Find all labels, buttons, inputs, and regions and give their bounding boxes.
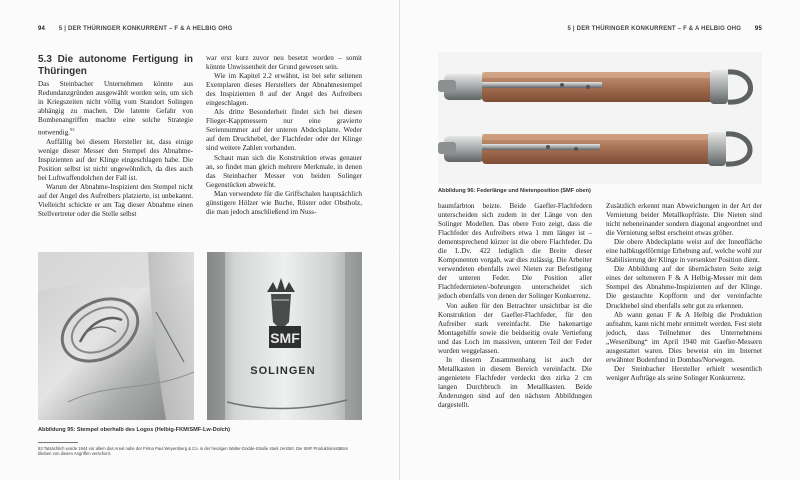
section-heading: 5.3 Die autonome Fertigung in Thüringen — [38, 54, 193, 77]
figure-95-caption: Abbildung 95: Stempel oberhalb des Logos (Helbig-FKM/SMF-Lw-Dolch) — [38, 427, 231, 433]
right-page — [400, 0, 800, 480]
right-running-header — [568, 26, 762, 32]
blade-stamp-illustration — [38, 252, 194, 420]
footnote-rule — [38, 442, 78, 443]
paragraph: Warum der Abnahme-Inspizient den Stempel nicht auf der Angel des Aufreibers platzierte, ist unbekannt. Vielleicht schickte er am Tag dieser Abnahme einen Stellvertreter oder die Stelle selbst — [38, 182, 193, 219]
paragraph: Schaut man sich die Konstruktion etwas genauer an, so findet man gleich mehrere Merkmale, in denen das Steinbacher Messer von beiden Solinger Gegenstücken abweicht. — [206, 153, 362, 189]
right-column-2 — [606, 202, 762, 383]
knives-illustration — [438, 52, 762, 184]
paragraph: Ab wann genau F & A Helbig die Produktion aufnahm, kann nicht mehr ermittelt werden. Fest steht jedoch, dass Teilnehmer des Unternehmens „Weserübung“ im April 1940 mit Gaefler-Messern ausgestattet waren. Dies beweist ein im Internet erwähnter Bodenfund in Dombas/Norwegen. — [606, 310, 762, 364]
footnote: 93 Tatsächlich wurde 1944 vor allem das Areal nahe der Firma Paul Weyersberg & Co. in der heutigen Walter-Dodde-Straße stark zerstört. Die SMF Produktionsstätten blieben von diesen Angriffen verschont. — [38, 446, 349, 457]
left-running-header — [38, 26, 232, 32]
footnote-marker: 93 — [69, 127, 75, 133]
paragraph: Zusätzlich erkennt man Abweichungen in der Art der Vernietung beider Metallkopfräste. Die Nieten sind nicht nebeneinander sondern diagonal angeordnet und die Vernietung selbst erscheint etwas gröber. — [606, 202, 762, 238]
left-column-2 — [206, 54, 362, 217]
stamp-text-solingen: SOLINGEN — [250, 365, 316, 377]
left-page-number: 94 — [38, 26, 46, 32]
right-header-title: 5 | DER THÜRINGER KONKURRENT – F & A HELBIG OHG — [567, 26, 742, 32]
left-column-1 — [38, 54, 193, 219]
figure-96-caption: Abbildung 96: Federlänge und Nietenposition (SMF oben) — [438, 188, 591, 194]
paragraph: Als dritte Besonderheit findet sich bei diesen Flieger-Kappmessern nur eine gravierte Seriennummer auf der unteren Abdeckplatte. Weder auf dem Druckhebel, der Flachfeder oder der Klinge sind weitere Zahlen vorhanden. — [206, 108, 362, 153]
right-column-1 — [438, 202, 592, 410]
paragraph: baumfarbton beizte. Beide Gaefler-Flachfedern unterscheiden sich zudem in der Länge von den Solinger Modellen. Das obere Foto zeigt, dass die Flachfeder des Aufreibers etwa 1 mm länger ist – dementsprechend kürzer ist die obere Flachfeder. Da die L.Dv. 422 lediglich die Breite dieser Komponenten vorgab, war dies zulässig. Die Arbeiter verwendeten ebenfalls zwei Nieten zur Befestigung der unteren Feder. Die Position aller Flachfedernieten/-bohrungen unterscheidet sich jedoch ebenfalls von denen der Solinger Konkurrenz. — [438, 202, 592, 301]
paragraph: Die Abbildung auf der übernächsten Seite zeigt eines der selteneren F & A Helbig-Messer mit dem Stempel des Abnahme-Inspizienten auf der Klinge. Die gestauchte Kopfform und der vereinfachte Druckhebel sind ebenfalls sehr gut zu erkennen. — [606, 265, 762, 310]
paragraph: Der Steinbacher Hersteller erhielt wesentlich weniger Aufträge als seine Solinger Konkurrenz. — [606, 364, 762, 382]
smf-logo-photo — [207, 252, 362, 420]
paragraph: Von außen für den Betrachter unsichtbar ist die Konstruktion der Gaefler-Flachfeder, für den Aufreiber stark vereinfacht. Die hakenartige Montagehilfe sowie die beidseitig ovale Vertiefung und das Loch im massiven, unteren Teil der Feder wurden weggelassen. — [438, 301, 592, 355]
paragraph: Wie im Kapitel 2.2 erwähnt, ist bei sehr seltenen Exemplaren dieses Herstellers der Abnahmestempel des Inspizienten 8 auf der Angel des Aufreibers eingeschlagen. — [206, 72, 362, 108]
paragraph: Man verwendete für die Griffschalen hauptsächlich günstigere Hölzer wie Buche, Rüster oder Obstholz, die man jedoch anschließend im Nuss- — [206, 189, 362, 216]
left-header-title: 5 | DER THÜRINGER KONKURRENT – F & A HELBIG OHG — [58, 26, 233, 32]
paragraph: Das Steinbacher Unternehmen könnte aus Redundanzgründen ausgewählt worden sein, um sich in Kriegszeiten nicht völlig vom Standort Solingen abhängig zu machen. Die latente Gefahr von Bombenangriffen machte eine solche Strategie notwendig.$^{93}$ — [38, 80, 193, 137]
paragraph: In diesem Zusammenhang ist auch der Metallkasten in diesem Bereich vereinfacht. Die angenietete Flachfeder verdeckt den zirka 2 cm langen Durchbruch im Metallkasten. Beide Änderungen sind auf den nächsten Abbildungen dargestellt. — [438, 355, 592, 410]
knife-bottom — [438, 132, 750, 166]
smf-logo-illustration — [207, 252, 362, 420]
blade-stamp-photo — [38, 252, 194, 420]
knife-top — [438, 70, 751, 104]
paragraph: war erst kurz zuvor neu besetzt worden – somit könnte Unwissenheit der Grund gewesen sein. — [206, 54, 362, 72]
knives-comparison-photo — [438, 52, 762, 184]
right-page-number: 95 — [754, 26, 762, 32]
paragraph: Die obere Abdeckplatte weist auf der Innenfläche eine halbkugelförmige Erhebung auf, welche wohl zur Stabilisierung der Klinge in versenkter Position dient. — [606, 238, 762, 265]
paragraph: Auffällig bei diesem Hersteller ist, dass einige wenige dieser Messer den Stempel des Abnahme-Inspizienten auf der Klinge eingeschlagen habe. Die Position selbst ist nicht ungewöhnlich, da dies auch bei Luftwaffendolchen der Fall ist. — [38, 137, 193, 182]
stamp-text-smf: SMF — [270, 330, 300, 346]
